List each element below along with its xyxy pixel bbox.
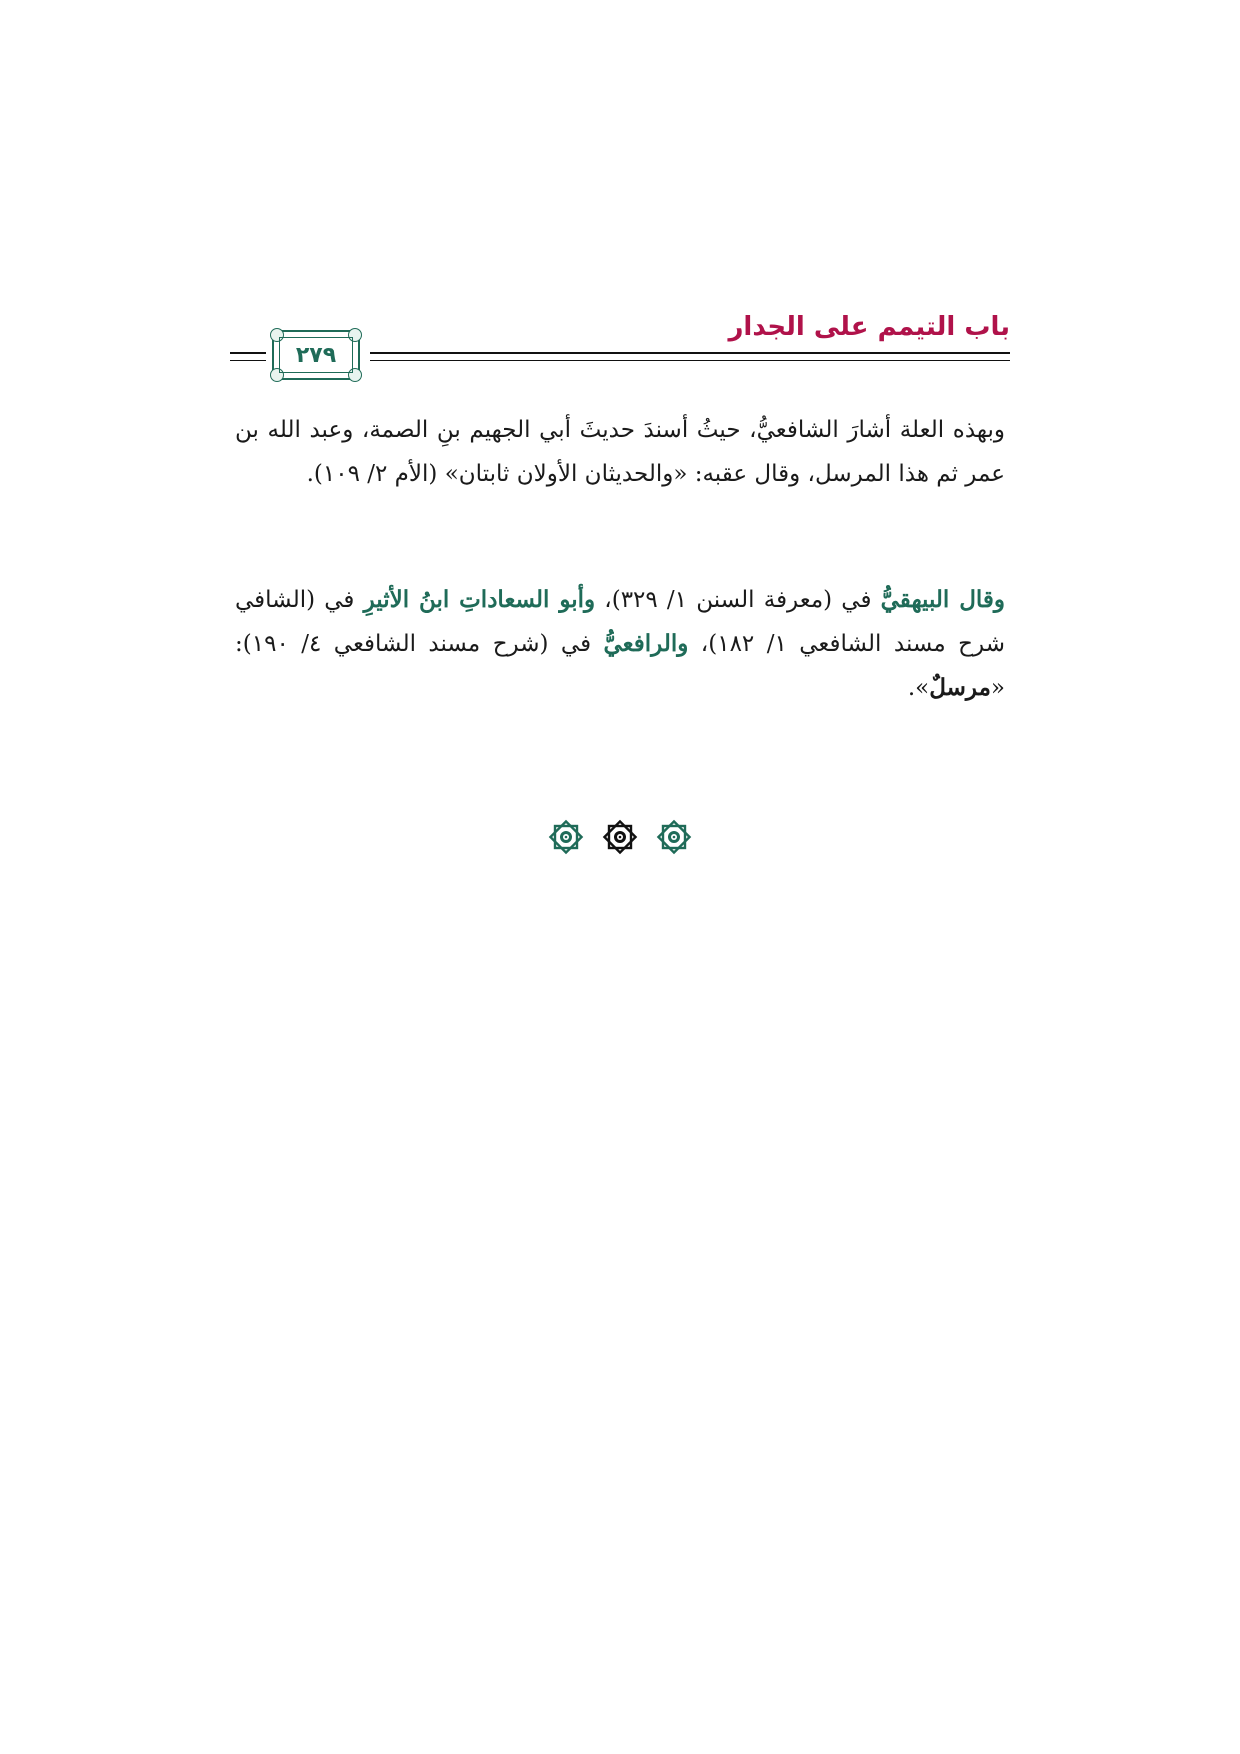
header-rule-left-bottom bbox=[230, 360, 266, 361]
section-divider bbox=[520, 812, 720, 862]
header-rule-right-bottom bbox=[370, 360, 1010, 361]
header-rule-left-top bbox=[230, 352, 266, 354]
paragraph-1 bbox=[235, 408, 1005, 496]
paragraph-2 bbox=[235, 578, 1005, 710]
header-rule-right-top bbox=[370, 352, 1010, 354]
paragraph-2-text bbox=[235, 578, 1005, 710]
page-number-inner-frame bbox=[279, 337, 353, 373]
closing-punctuation: ». bbox=[907, 675, 930, 701]
scholar-name-ibn-al-athir: وأبو السعاداتِ ابنُ الأثيرِ bbox=[363, 586, 596, 613]
chapter-title: باب التيمم على الجدار bbox=[728, 312, 1010, 342]
green-flower-ornament-icon bbox=[654, 817, 694, 857]
page-header bbox=[230, 300, 1010, 390]
paragraph-1-text: وبهذه العلة أشارَ الشافعيُّ، حيثُ أسندَ حديثَ أبي الجهيم بنِ الصمة، وعبد الله بن عمر ثم هذا المرسل، وقال عقبه: «والحديثان الأولان ثابتان» (الأم ٢/ ١٠٩). bbox=[235, 417, 1005, 487]
citation-text: في (الشافي شرح مسند الشافعي ١/ ١٨٢)، bbox=[235, 587, 1005, 657]
page-number: ٢٧٩ bbox=[295, 342, 337, 368]
green-flower-ornament-icon bbox=[546, 817, 586, 857]
scholar-name-rafii: والرافعيُّ bbox=[603, 630, 689, 657]
page-number-frame bbox=[272, 330, 360, 380]
citation-text: في (شرح مسند الشافعي ٤/ ١٩٠): « bbox=[235, 631, 1005, 701]
ruling-quote: مرسلٌ bbox=[929, 674, 991, 701]
citation-text: في (معرفة السنن ١/ ٣٢٩)، bbox=[595, 587, 881, 613]
black-flower-ornament-icon bbox=[600, 817, 640, 857]
scholar-name-bayhaqi: وقال البيهقيُّ bbox=[880, 586, 1006, 613]
